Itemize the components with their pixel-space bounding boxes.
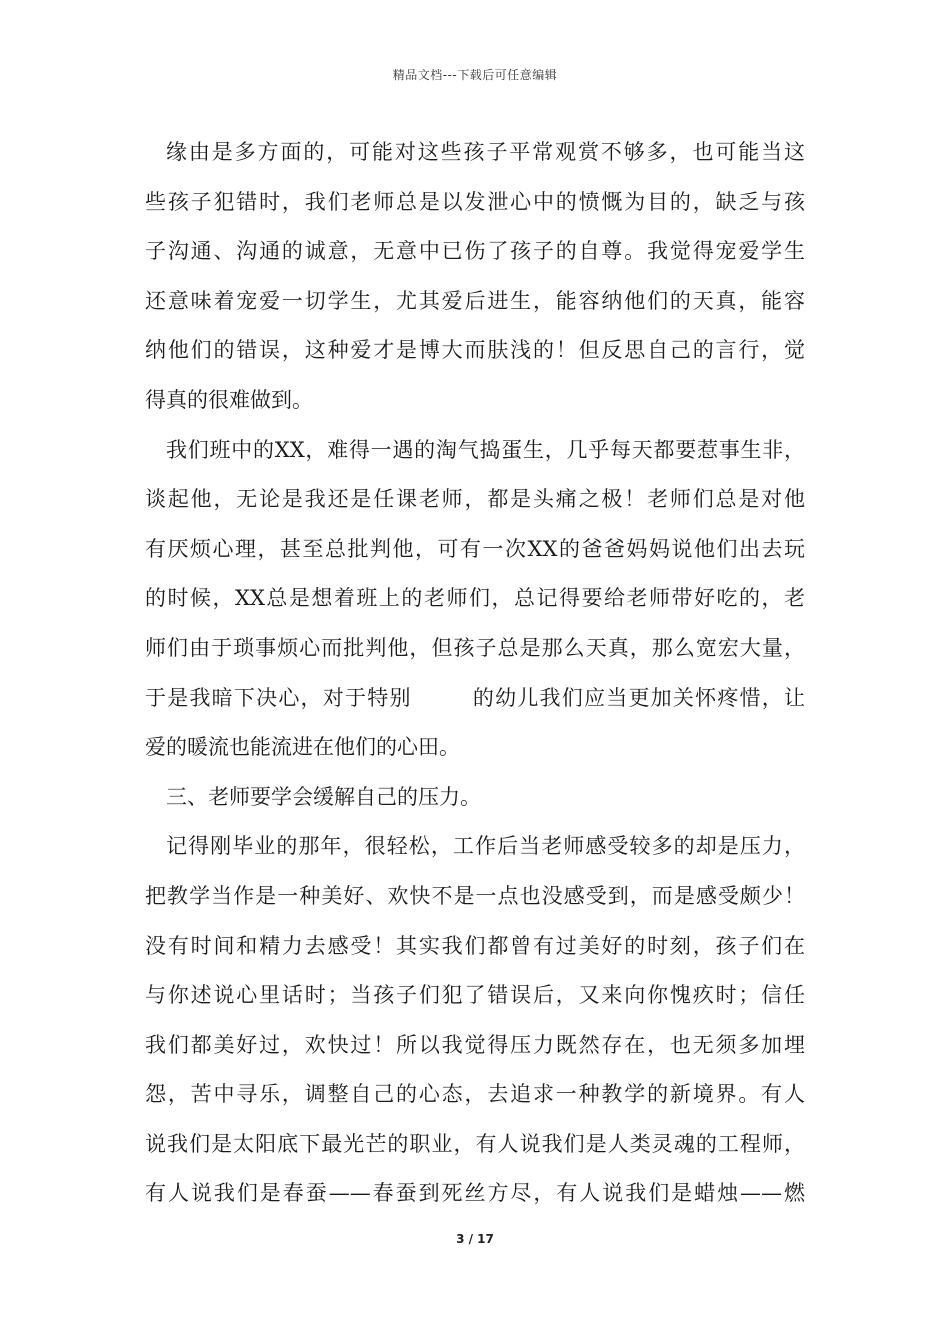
text-line: 我们都美好过，欢快过！所以我觉得压力既然存在，也无须多加埋 [145, 1032, 805, 1057]
text-line: 记得刚毕业的那年，很轻松，工作后当老师感受较多的却是压力， [166, 834, 805, 859]
text-line: 谈起他，无论是我还是任课老师，都是头痛之极！老师们总是对他 [145, 487, 805, 512]
text-line: 没有时间和精力去感受！其实我们都曾有过美好的时刻，孩子们在 [145, 933, 805, 958]
text-line: 的时候，XX总是想着班上的老师们，总记得要给老师带好吃的，老 [145, 586, 805, 611]
text-line: 与你述说心里话时；当孩子们犯了错误后，又来向你愧疚时；信任 [145, 983, 805, 1008]
text-segment: 的幼儿我们应当更加关怀疼惜，让 [471, 685, 805, 710]
text-segment: 于是我暗下决心，对于特别 [145, 685, 412, 710]
text-line: 缘由是多方面的，可能对这些孩子平常观赏不够多，也可能当这 [166, 140, 805, 164]
text-line: 把教学当作是一种美好、欢快不是一点也没感受到，而是感受颇少！ [145, 883, 805, 908]
text-line: 怨，苦中寻乐，调整自己的心态，去追求一种教学的新境界。有人 [145, 1082, 805, 1107]
section-heading: 三、老师要学会缓解自己的压力。 [166, 784, 481, 809]
page-number: 3 / 17 [456, 1232, 494, 1246]
text-line: 还意味着宠爱一切学生，尤其爱后进生，能容纳他们的天真，能容 [145, 288, 805, 313]
page-header: 精品文档---下载后可任意编辑 [392, 68, 558, 82]
text-line: 子沟通、沟通的诚意，无意中已伤了孩子的自尊。我觉得宠爱学生 [145, 239, 805, 264]
text-line: 爱的暖流也能流进在他们的心田。 [145, 735, 460, 760]
text-line: 我们班中的XX，难得一遇的淘气捣蛋生，几乎每天都要惹事生非， [166, 437, 805, 462]
text-line: 得真的很难做到。 [145, 387, 313, 412]
text-line: 些孩子犯错时，我们老师总是以发泄心中的愤慨为目的，缺乏与孩 [145, 189, 805, 214]
text-line: 有人说我们是春蚕——春蚕到死丝方尽，有人说我们是蜡烛——燃 [145, 1181, 805, 1206]
text-line-with-gap [145, 674, 805, 724]
text-line: 师们由于琐事烦心而批判他，但孩子总是那么天真，那么宽宏大量， [145, 635, 805, 660]
text-line: 有厌烦心理，甚至总批判他，可有一次XX的爸爸妈妈说他们出去玩 [145, 536, 805, 561]
text-line: 纳他们的错误，这种爱才是博大而肤浅的！但反思自己的言行，觉 [145, 338, 805, 363]
text-line: 说我们是太阳底下最光芒的职业，有人说我们是人类灵魂的工程师， [145, 1131, 805, 1156]
document-body [145, 128, 805, 1219]
